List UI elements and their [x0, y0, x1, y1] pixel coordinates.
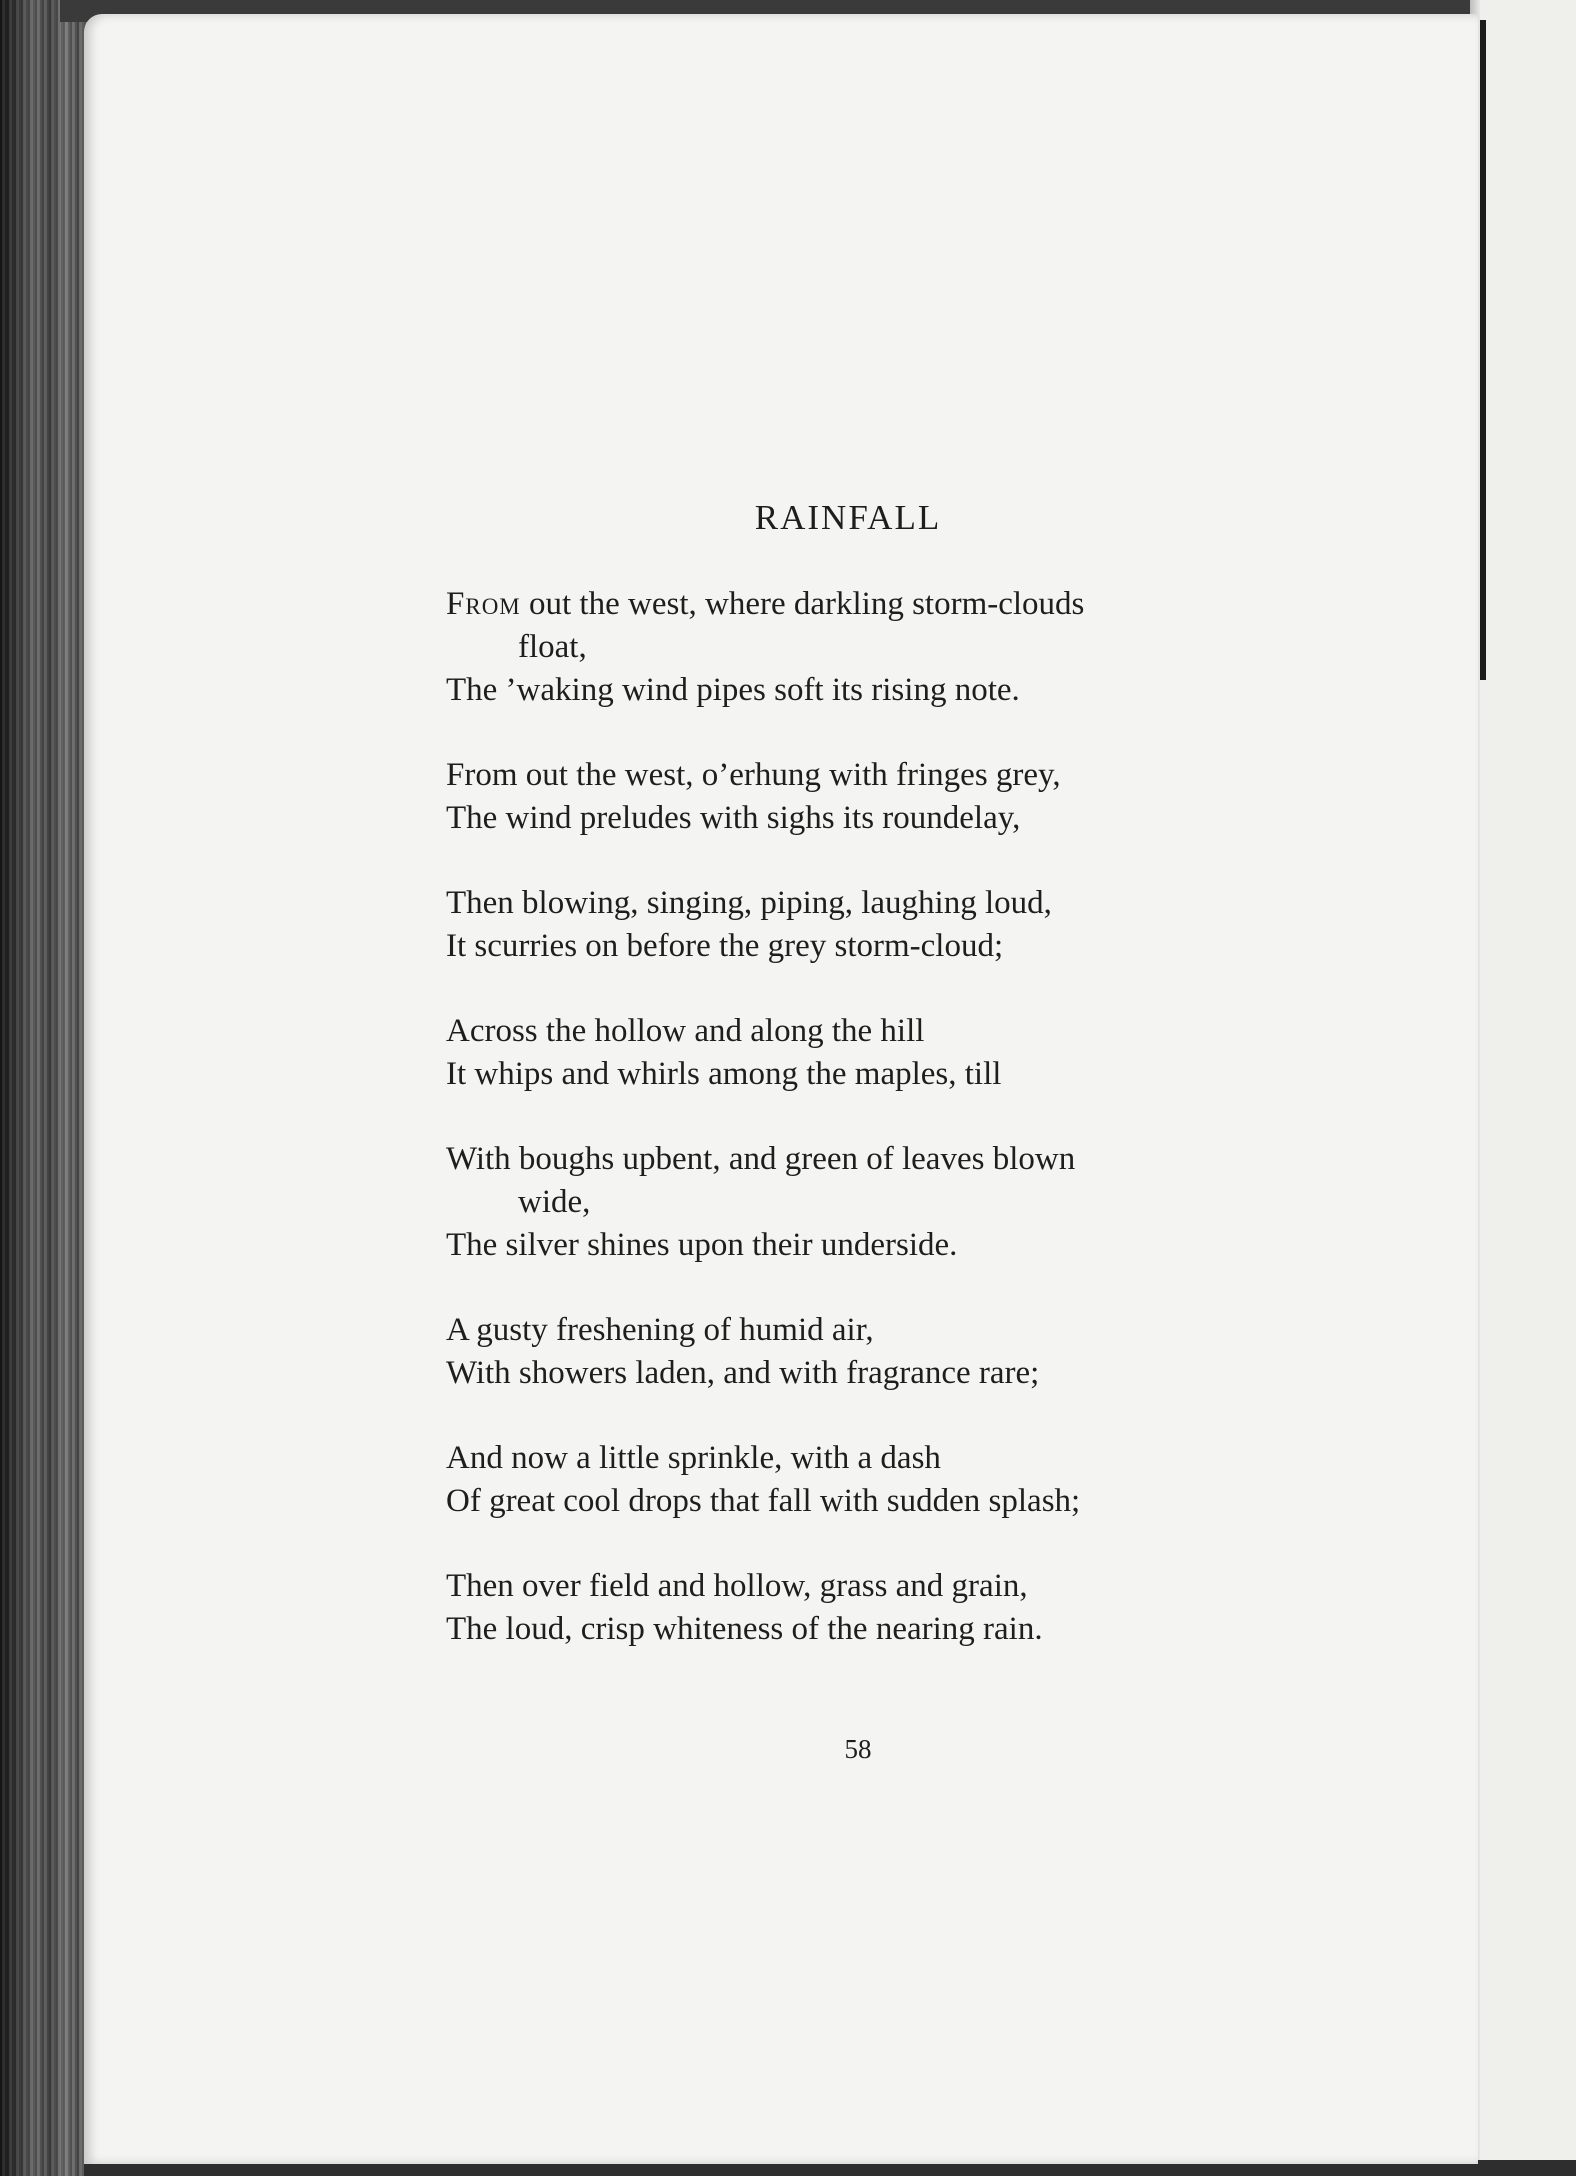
- poem-line: It scurries on before the grey storm-cloud;: [446, 928, 1004, 964]
- stanza-5: [446, 1138, 1286, 1267]
- poem-line: From out the west, o’erhung with fringes grey,: [446, 757, 1061, 793]
- book-spine: [0, 0, 92, 2176]
- poem-line: float,: [518, 629, 587, 665]
- stanza-7: [446, 1437, 1286, 1523]
- poem-line: The silver shines upon their underside.: [446, 1227, 958, 1263]
- poem-line: The loud, crisp whiteness of the nearing rain.: [446, 1611, 1043, 1647]
- drop-word: From: [446, 586, 521, 622]
- stanza-3: [446, 882, 1286, 968]
- poem-line: Then over field and hollow, grass and grain,: [446, 1568, 1028, 1604]
- adjacent-page-edge: [1470, 0, 1576, 2176]
- poem-line: Of great cool drops that fall with sudden splash;: [446, 1483, 1081, 1519]
- stanza-6: [446, 1309, 1286, 1395]
- poem-title: RAINFALL: [754, 498, 942, 537]
- poem-line: A gusty freshening of humid air,: [446, 1312, 874, 1348]
- stanza-1: [446, 583, 1286, 712]
- poem-line: The wind preludes with sighs its roundelay,: [446, 800, 1021, 836]
- poem-body: [446, 583, 1286, 1693]
- stanza-2: [446, 754, 1286, 840]
- poem-line: With showers laden, and with fragrance rare;: [446, 1355, 1040, 1391]
- poem-line: With boughs upbent, and green of leaves blown: [446, 1141, 1076, 1177]
- page-number: 58: [844, 1734, 872, 1764]
- poem-line: [446, 583, 1286, 626]
- poem-line-text: out the west, where darkling storm-clouds: [520, 586, 1085, 622]
- poem-line: And now a little sprinkle, with a dash: [446, 1440, 941, 1476]
- poem-line: wide,: [518, 1184, 591, 1220]
- poem-line: It whips and whirls among the maples, till: [446, 1056, 1002, 1092]
- stanza-4: [446, 1010, 1286, 1096]
- poem-line: Then blowing, singing, piping, laughing loud,: [446, 885, 1052, 921]
- stanza-8: [446, 1565, 1286, 1651]
- poem-line: The ’waking wind pipes soft its rising note.: [446, 672, 1020, 708]
- poem-line: Across the hollow and along the hill: [446, 1013, 925, 1049]
